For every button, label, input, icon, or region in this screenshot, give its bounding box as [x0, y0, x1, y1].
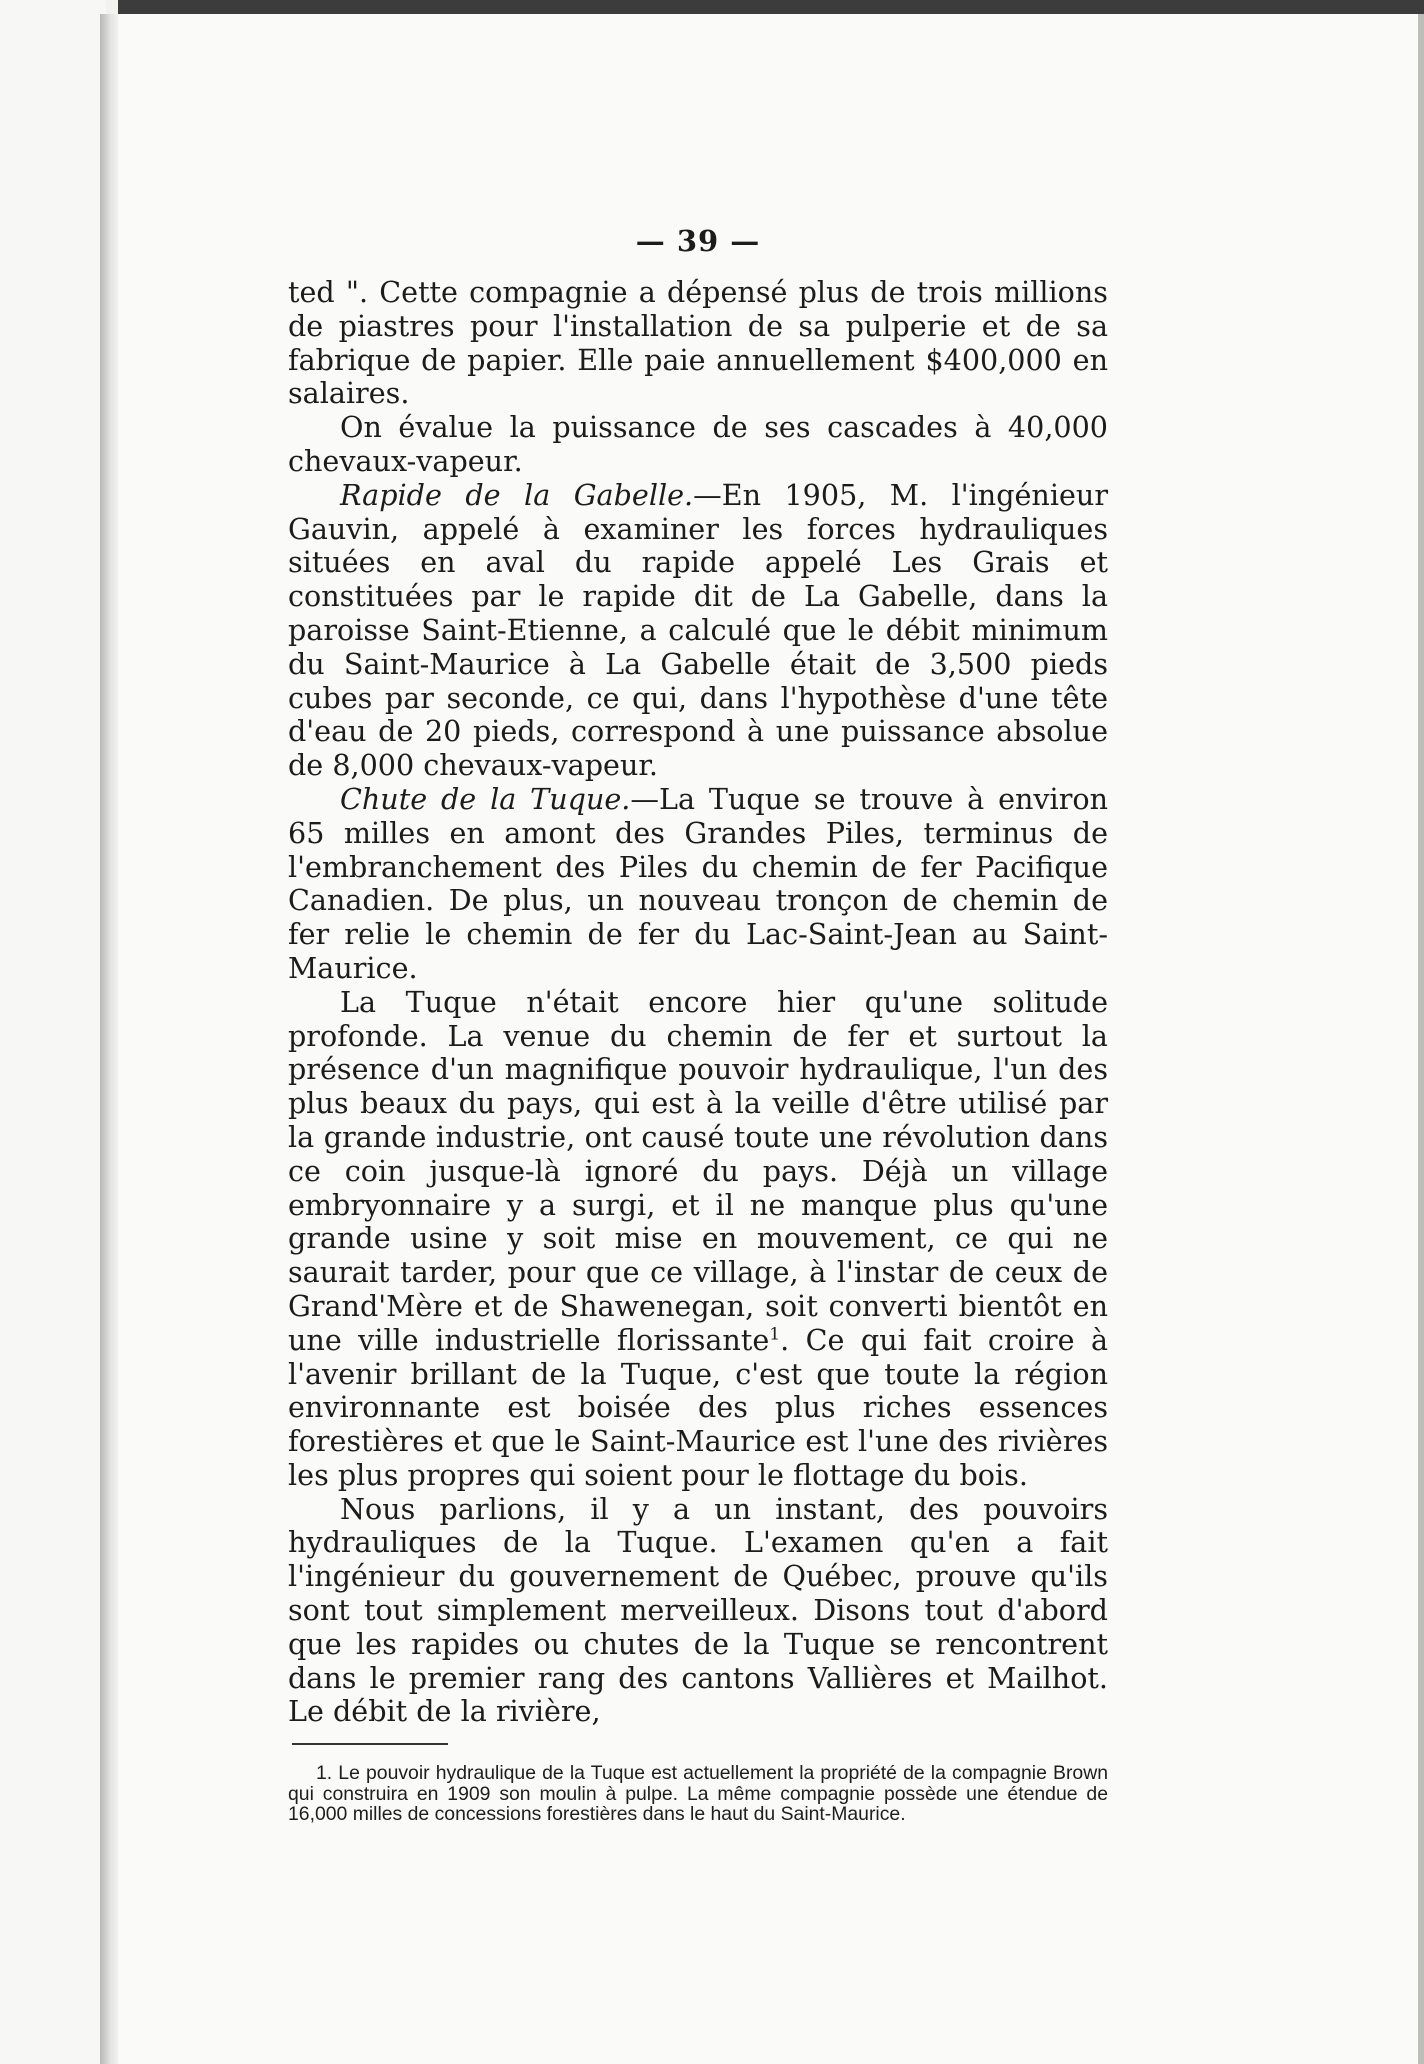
section-heading: Chute de la Tuque. [340, 781, 631, 816]
footnote: 1. Le pouvoir hydraulique de la Tuque est actuellement la propriété de la compagnie Brown qui construira en 1909 son moulin à pulpe. La même compagnie possède une étendue de 16,000 milles de concessions forestières dans le haut du Saint-Maurice. [288, 1762, 1108, 1826]
paragraph-text: —La Tuque se trouve à environ 65 milles en amont des Grandes Piles, terminus de l'embranchement des Piles du chemin de fer Pacifique Canadien. De plus, un nouveau tronçon de chemin de fer relie le chemin de fer du Lac-Saint-Jean au Saint-Maurice. [288, 781, 1108, 985]
paragraph-text: ted ". Cette compagnie a dépensé plus de trois millions de piastres pour l'installation de sa pulperie et de sa fabrique de papier. Elle paie annuellement $400,000 en salaires. [288, 275, 1108, 411]
scan-top-border [118, 0, 1424, 14]
paragraph [288, 479, 1108, 783]
paragraph-text: On évalue la puissance de ses cascades à 40,000 chevaux-vapeur. [288, 410, 1108, 478]
page-gutter-shadow [100, 14, 118, 2064]
paragraph [288, 986, 1108, 1493]
paragraph-text: —En 1905, M. l'ingénieur Gauvin, appelé à examiner les forces hydrauliques situées en aval du rapide appelé Les Grais et constituées par le rapide dit de La Gabelle, dans la paroisse Saint-Etienne, a calculé que le débit minimum du Saint-Maurice à La Gabelle était de 3,500 pieds cubes par seconde, ce qui, dans l'hypothèse d'une tête d'eau de 20 pieds, correspond à une puissance absolue de 8,000 chevaux-vapeur. [288, 477, 1108, 783]
paragraph-text: La Tuque n'était encore hier qu'une solitude profonde. La venue du chemin de fer et surtout la présence d'un magnifique pouvoir hydraulique, l'un des plus beaux du pays, qui est à la veille d'être utilisé par la grande industrie, ont causé toute une révolution dans ce coin jusque-là ignoré du pays. Déjà un village embryonnaire y a surgi, et il ne manque plus qu'une grande usine y soit mise en mouvement, ce qui ne saurait tarder, pour que ce village, à l'instar de ceux de Grand'Mère et de Shawenegan, soit converti bientôt en une ville industrielle florissante [288, 984, 1108, 1357]
paragraph-text: Nous parlions, il y a un instant, des pouvoirs hydrauliques de la Tuque. L'examen qu'en a fait l'ingénieur du gouvernement de Québec, prouve qu'ils sont tout simplement merveilleux. Disons tout d'abord que les rapides ou chutes de la Tuque se rencontrent dans le premier rang des cantons Vallières et Mailhot. Le débit de la rivière, [288, 1491, 1108, 1729]
scan-right-border [1418, 14, 1424, 2064]
paragraph [288, 1493, 1108, 1730]
scan-left-margin [0, 0, 106, 2064]
paragraph [288, 276, 1108, 411]
paragraph [288, 783, 1108, 986]
page-number: — 39 — [635, 224, 761, 258]
section-heading: Rapide de la Gabelle. [340, 477, 694, 512]
text-column [288, 224, 1108, 1825]
paragraph [288, 411, 1108, 479]
footnote-divider [292, 1743, 448, 1745]
paragraph-text: . Ce qui fait croire à l'avenir brillant de la Tuque, c'est que toute la région environnante est boisée des plus riches essences forestières et que le Saint-Maurice est l'une des rivières les plus propres qui soient pour le flottage du bois. [288, 1322, 1108, 1492]
footnote-reference: 1 [769, 1324, 781, 1345]
